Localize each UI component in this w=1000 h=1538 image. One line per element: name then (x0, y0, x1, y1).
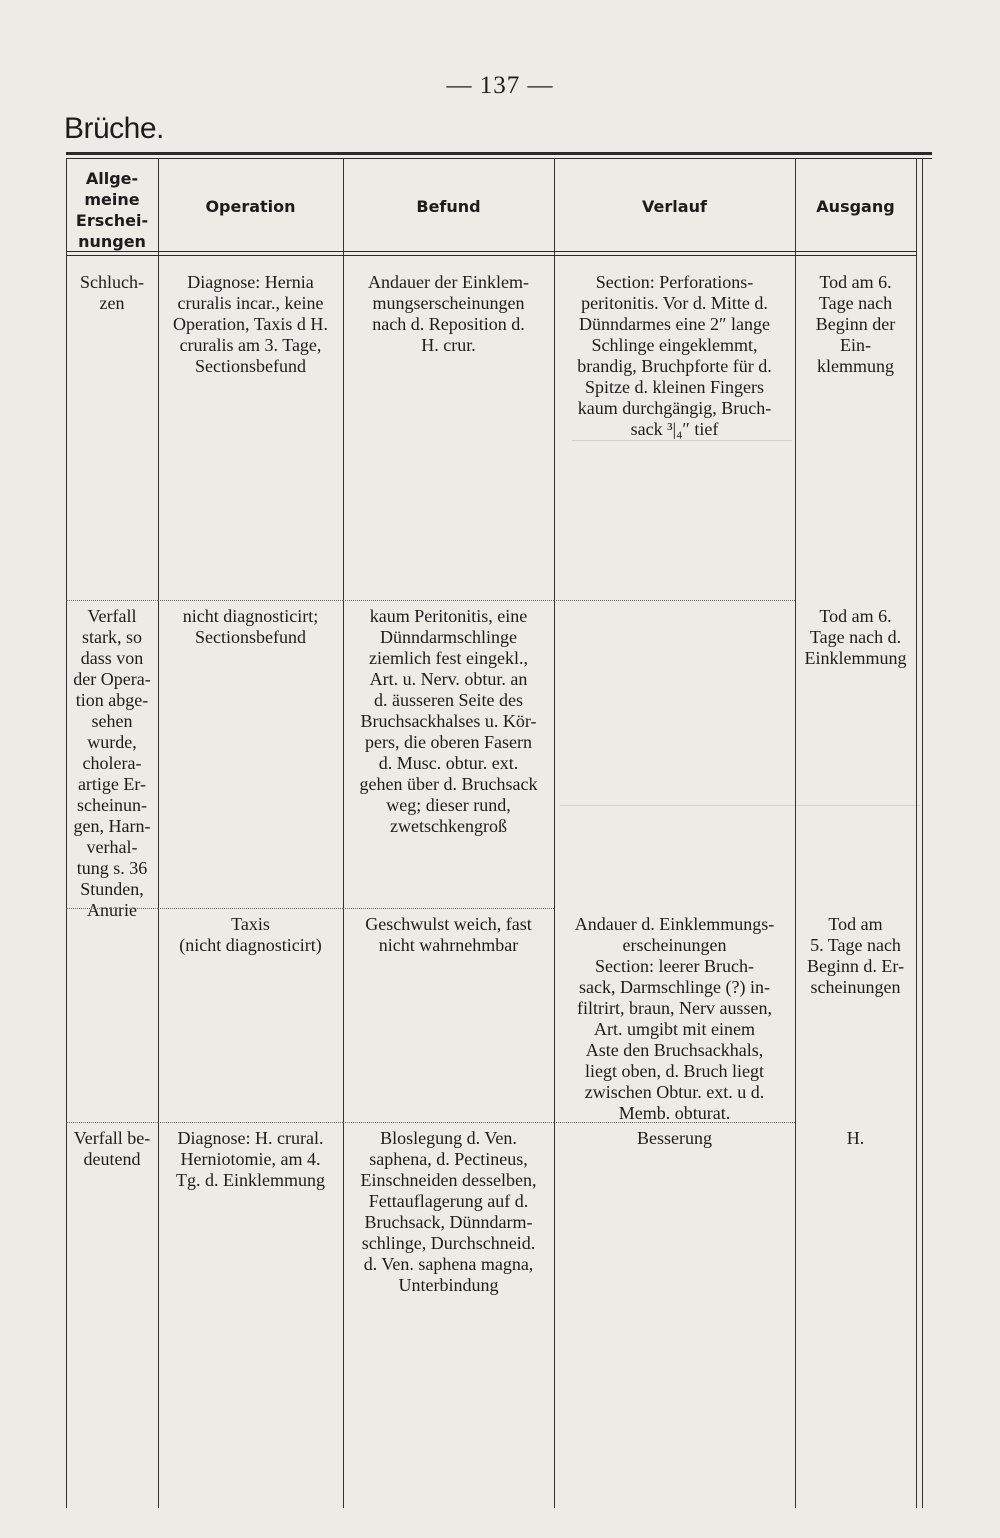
row2-befund: kaum Peritonitis, eine Dünndarmschlinge ziemlich fest eingekl., Art. u. Nerv. obtur. an d. äusseren Seite des Bruchsackhalses u. Kör- pers, die oberen Fasern d. Musc. obtur. ext. gehen über d. Bruchsack weg; dieser rund, zwetschkengroß (359, 606, 538, 836)
row1-ausgang: Tod am 6. Tage nach Beginn der Ein- klemmung (815, 272, 896, 376)
row1-allgemein: Schluch- zen (80, 272, 144, 313)
row-separator (554, 1122, 795, 1123)
section-title: Brüche. (64, 112, 164, 145)
row3-befund: Geschwulst weich, fast nicht wahrnehmbar (365, 914, 532, 955)
row-separator (554, 600, 795, 601)
table-top-rule-thin (66, 158, 932, 159)
row-separator (343, 1122, 554, 1123)
table-top-rule (66, 152, 932, 155)
header-bottom-rule-thin (66, 255, 916, 256)
row-separator (66, 1122, 158, 1123)
row-separator (158, 1122, 343, 1123)
row3-ausgang: Tod am 5. Tage nach Beginn d. Er- scheinungen (806, 914, 905, 997)
row4-ausgang: H. (846, 1128, 865, 1148)
header-allgemein: Allge- meine Erschei- nungen (75, 169, 149, 251)
row4-allgemein: Verfall be- deutend (73, 1128, 151, 1169)
header-bottom-rule (66, 251, 916, 252)
row-separator (158, 908, 343, 909)
row4-verlauf: Besserung (637, 1128, 712, 1148)
row4-befund: Bloslegung d. Ven. saphena, d. Pectineus, Einschneiden desselben, Fettauflagerung auf d. Bruchsack, Dünndarm- schlinge, Durchschneid. d. Ven. saphena magna, Unterbindung (360, 1128, 537, 1295)
row3-operation: Taxis (nicht diagnosticirt) (179, 914, 322, 955)
header-operation: Operation (205, 197, 296, 216)
row3-verlauf: Andauer d. Einklemmungs- erscheinungen Section: leerer Bruch- sack, Darmschlinge (?) in- filtrirt, braun, Nerv aussen, Art. umgibt mit einem Aste den Bruchsackhals, liegt oben, d. Bruch liegt zwischen Obtur. ext. u d. Memb. obturat. (574, 914, 775, 1123)
row2-allgemein: Verfall stark, so dass von der Opera- tion abge- sehen wurde, cholera- artige Er- scheinun- gen, Harn- verhal- tung s. 36 Stunden, Anurie (73, 606, 151, 920)
row-separator (66, 908, 158, 909)
row-separator (343, 600, 554, 601)
header-ausgang: Ausgang (816, 197, 895, 216)
row1-operation: Diagnose: Hernia cruralis incar., keine Operation, Taxis d H. cruralis am 3. Tage, Sectionsbefund (173, 272, 328, 376)
row1-verlauf: Section: Perforations- peritonitis. Vor d. Mitte d. Dünndarmes eine 2″ lange Schlinge eingeklemmt, brandig, Bruchpforte für d. Spitze d. kleinen Fingers kaum durchgängig, Bruch- sack ³|₄″ tief (577, 272, 772, 439)
bleed-through-area (572, 440, 792, 581)
row4-operation: Diagnose: H. crural. Herniotomie, am 4. Tg. d. Einklemmung (176, 1128, 325, 1190)
column-line (922, 158, 923, 1508)
bleed-through-area (560, 805, 920, 896)
row-separator (66, 600, 158, 601)
row1-befund: Andauer der Einklem- mungserscheinungen nach d. Reposition d. H. crur. (368, 272, 529, 355)
row2-ausgang: Tod am 6. Tage nach d. Einklemmung (804, 606, 907, 668)
row-separator (158, 600, 343, 601)
page-number: — 137 — (446, 72, 554, 99)
header-befund: Befund (416, 197, 481, 216)
row2-operation: nicht diagnosticirt; Sectionsbefund (182, 606, 319, 647)
header-verlauf: Verlauf (642, 197, 707, 216)
row-separator (343, 908, 554, 909)
column-line (916, 158, 917, 1508)
